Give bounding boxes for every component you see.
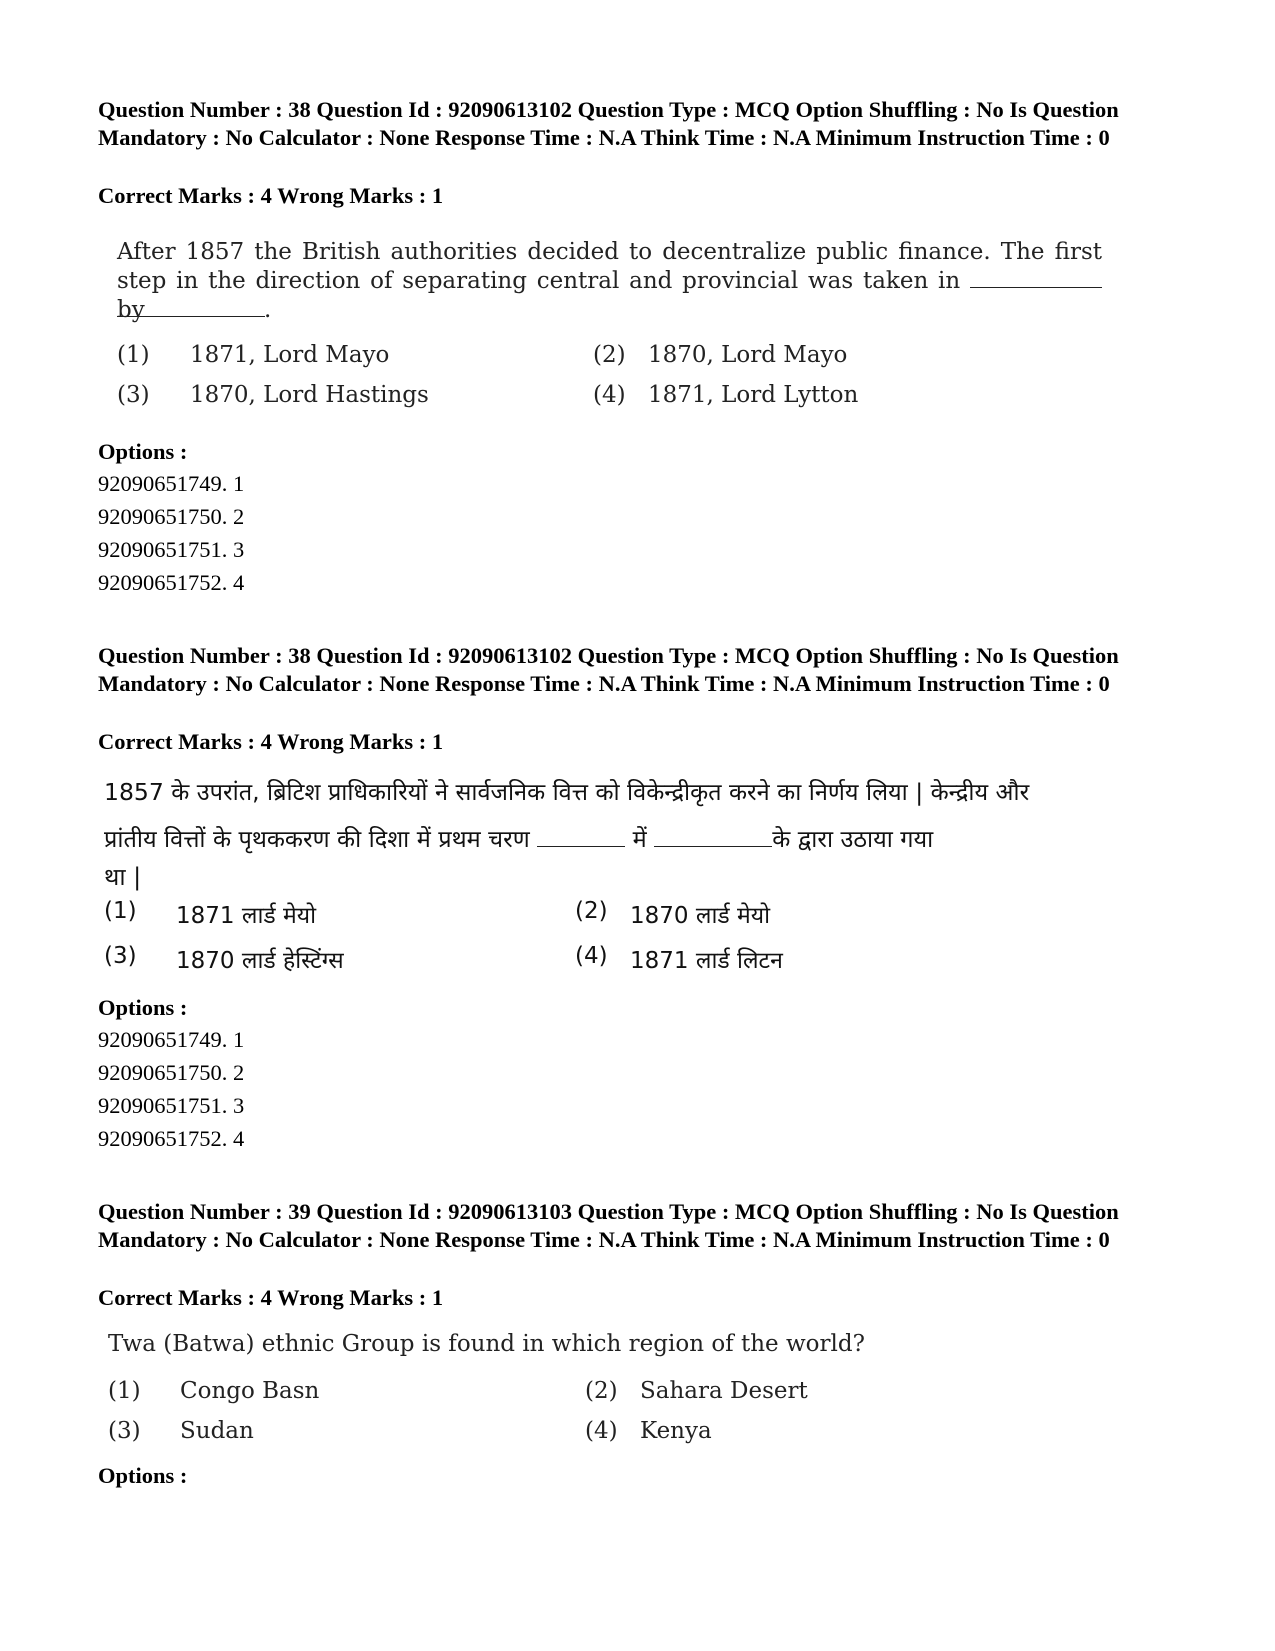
option-line: 92090651750. 2 [98,1060,245,1085]
choice-text: 1870 लार्ड मेयो [630,903,771,929]
choice-text: Kenya [640,1418,712,1444]
choice-number: (3) [108,1418,141,1444]
options-label: Options : [98,1463,188,1488]
question-meta: Question Number : 39 Question Id : 92090613103 Question Type : MCQ Option Shuffling : No Is Question Mandatory : No Calculator : None Response Time : N.A Think Time : N.A Minimum Instruction Time : 0 [98,1199,1119,1252]
choice-text: 1871, Lord Lytton [648,382,859,408]
question-text-line [104,822,1104,856]
option-line: 92090651750. 2 [98,504,245,529]
options-label: Options : [98,439,188,464]
answer-blank [117,316,265,317]
choice-text: 1870, Lord Hastings [190,382,429,408]
question-text-part: प्रांतीय वित्तों के पृथककरण की दिशा में प्रथम चरण [104,825,530,853]
question-text-part: After 1857 the British authorities decided to decentralize public finance. The first step in the direction of separating central and provincial was taken in [117,239,1102,294]
choice-number: (1) [104,898,137,924]
question-marks: Correct Marks : 4 Wrong Marks : 1 [98,729,444,754]
options-label: Options : [98,995,188,1020]
question-text-part: . [264,297,272,323]
option-line: 92090651749. 1 [98,1027,245,1052]
question-text-part: के द्वारा उठाया गया [772,825,934,853]
choice-text: 1871 लार्ड लिटन [630,948,783,974]
choice-number: (1) [117,342,150,368]
option-line: 92090651749. 1 [98,471,245,496]
option-line: 92090651751. 3 [98,537,245,562]
choice-number: (4) [575,943,608,969]
question-text: Twa (Batwa) ethnic Group is found in which region of the world? [108,1331,865,1357]
answer-blank [654,845,772,847]
answer-blank [970,286,1102,288]
question-meta: Question Number : 38 Question Id : 92090613102 Question Type : MCQ Option Shuffling : No Is Question Mandatory : No Calculator : None Response Time : N.A Think Time : N.A Minimum Instruction Time : 0 [98,97,1119,150]
question-text-line: 1857 के उपरांत, ब्रिटिश प्राधिकारियों ने सार्वजनिक वित्त को विकेन्द्रीकृत करने का निर्णय लिया | केन्द्रीय और [104,778,1030,806]
answer-blank [537,845,625,847]
question-text-line: था | [104,863,142,891]
choice-text: 1871 लार्ड मेयो [176,903,317,929]
choice-number: (2) [575,898,608,924]
choice-text: Sudan [180,1418,254,1444]
choice-number: (2) [585,1378,618,1404]
question-text-part: by [117,297,145,323]
choice-text: 1870 लार्ड हेस्टिंग्स [176,948,344,974]
option-line: 92090651752. 4 [98,570,245,595]
choice-text: 1871, Lord Mayo [190,342,390,368]
question-marks: Correct Marks : 4 Wrong Marks : 1 [98,183,444,208]
choice-text: 1870, Lord Mayo [648,342,848,368]
choice-number: (3) [104,943,137,969]
question-meta: Question Number : 38 Question Id : 92090613102 Question Type : MCQ Option Shuffling : No Is Question Mandatory : No Calculator : None Response Time : N.A Think Time : N.A Minimum Instruction Time : 0 [98,643,1119,696]
choice-number: (3) [117,382,150,408]
option-line: 92090651752. 4 [98,1126,245,1151]
option-line: 92090651751. 3 [98,1093,245,1118]
choice-number: (2) [593,342,626,368]
choice-number: (4) [585,1418,618,1444]
choice-text: Sahara Desert [640,1378,808,1404]
question-marks: Correct Marks : 4 Wrong Marks : 1 [98,1285,444,1310]
choice-number: (4) [593,382,626,408]
question-text-part: में [632,825,647,853]
choice-number: (1) [108,1378,141,1404]
choice-text: Congo Basn [180,1378,320,1404]
